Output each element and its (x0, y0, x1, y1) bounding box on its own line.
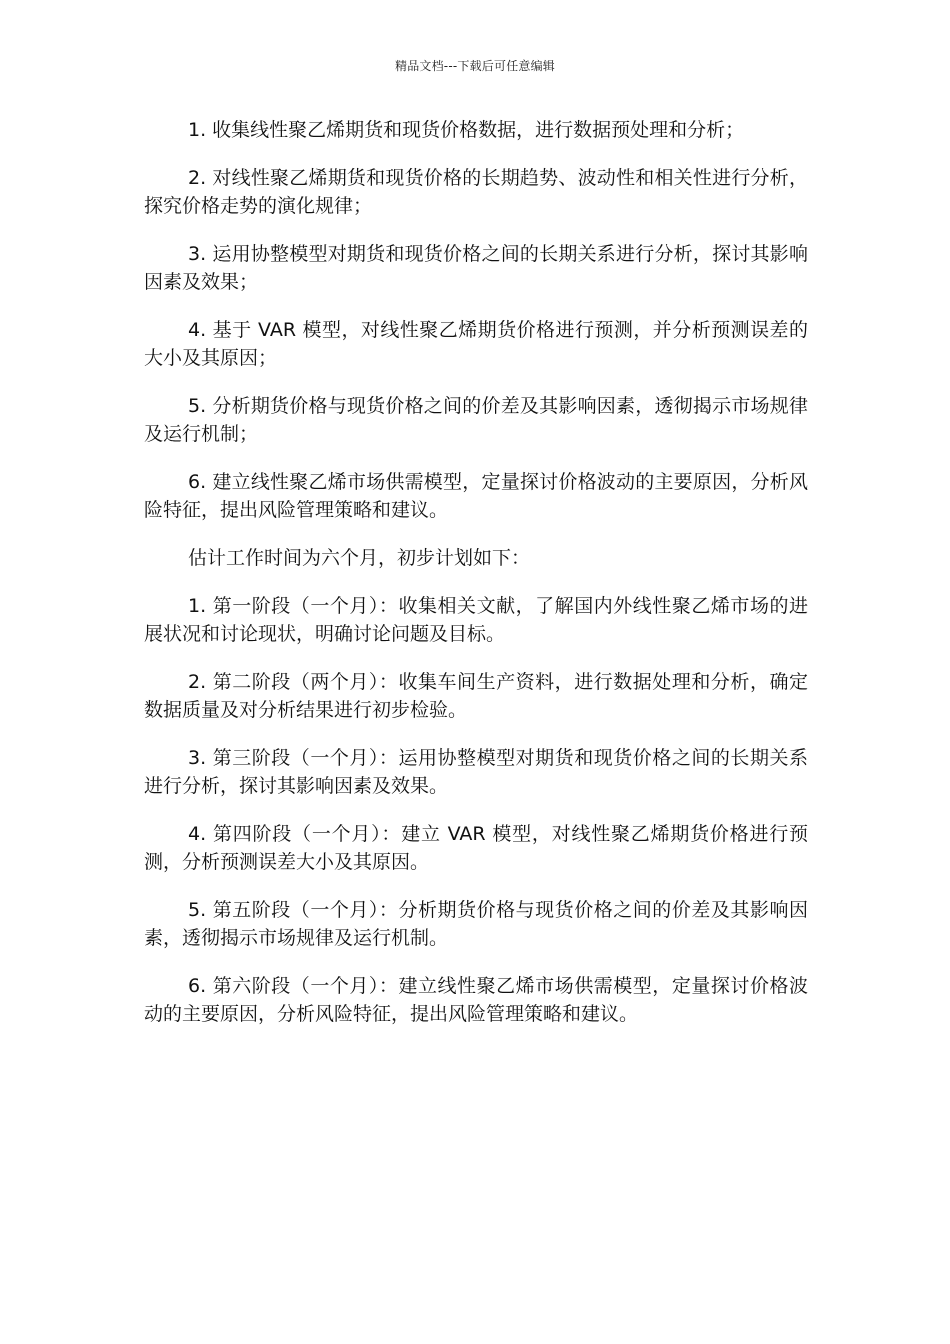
paragraph-goal-6: 6. 建立线性聚乙烯市场供需模型，定量探讨价格波动的主要原因，分析风险特征，提出风险管理策略和建议。 (144, 471, 808, 521)
paragraph-goal-3: 3. 运用协整模型对期货和现货价格之间的长期关系进行分析，探讨其影响因素及效果； (144, 243, 808, 293)
paragraph-stage-4: 4. 第四阶段（一个月）：建立 VAR 模型，对线性聚乙烯期货价格进行预测，分析预测误差大小及其原因。 (144, 823, 808, 873)
paragraph-goal-2: 2. 对线性聚乙烯期货和现货价格的长期趋势、波动性和相关性进行分析，探究价格走势的演化规律； (144, 167, 808, 217)
paragraph-goal-1: 1. 收集线性聚乙烯期货和现货价格数据，进行数据预处理和分析； (188, 119, 745, 141)
paragraph-stage-1: 1. 第一阶段（一个月）：收集相关文献，了解国内外线性聚乙烯市场的进展状况和讨论现状，明确讨论问题及目标。 (144, 595, 808, 645)
paragraph-stage-6: 6. 第六阶段（一个月）：建立线性聚乙烯市场供需模型，定量探讨价格波动的主要原因，分析风险特征，提出风险管理策略和建议。 (144, 975, 808, 1025)
paragraph-stage-5: 5. 第五阶段（一个月）：分析期货价格与现货价格之间的价差及其影响因素，透彻揭示市场规律及运行机制。 (144, 899, 808, 949)
document-body (144, 116, 808, 1048)
paragraph-stage-2: 2. 第二阶段（两个月）：收集车间生产资料，进行数据处理和分析，确定数据质量及对分析结果进行初步检验。 (144, 671, 808, 721)
paragraph-goal-5: 5. 分析期货价格与现货价格之间的价差及其影响因素，透彻揭示市场规律及运行机制； (144, 395, 808, 445)
paragraph-goal-4: 4. 基于 VAR 模型，对线性聚乙烯期货价格进行预测，并分析预测误差的大小及其原因； (144, 319, 808, 369)
paragraph-stage-3: 3. 第三阶段（一个月）：运用协整模型对期货和现货价格之间的长期关系进行分析，探讨其影响因素及效果。 (144, 747, 808, 797)
page-header: 精品文档---下载后可任意编辑 (395, 59, 555, 73)
paragraph-schedule-intro: 估计工作时间为六个月，初步计划如下： (188, 547, 531, 569)
